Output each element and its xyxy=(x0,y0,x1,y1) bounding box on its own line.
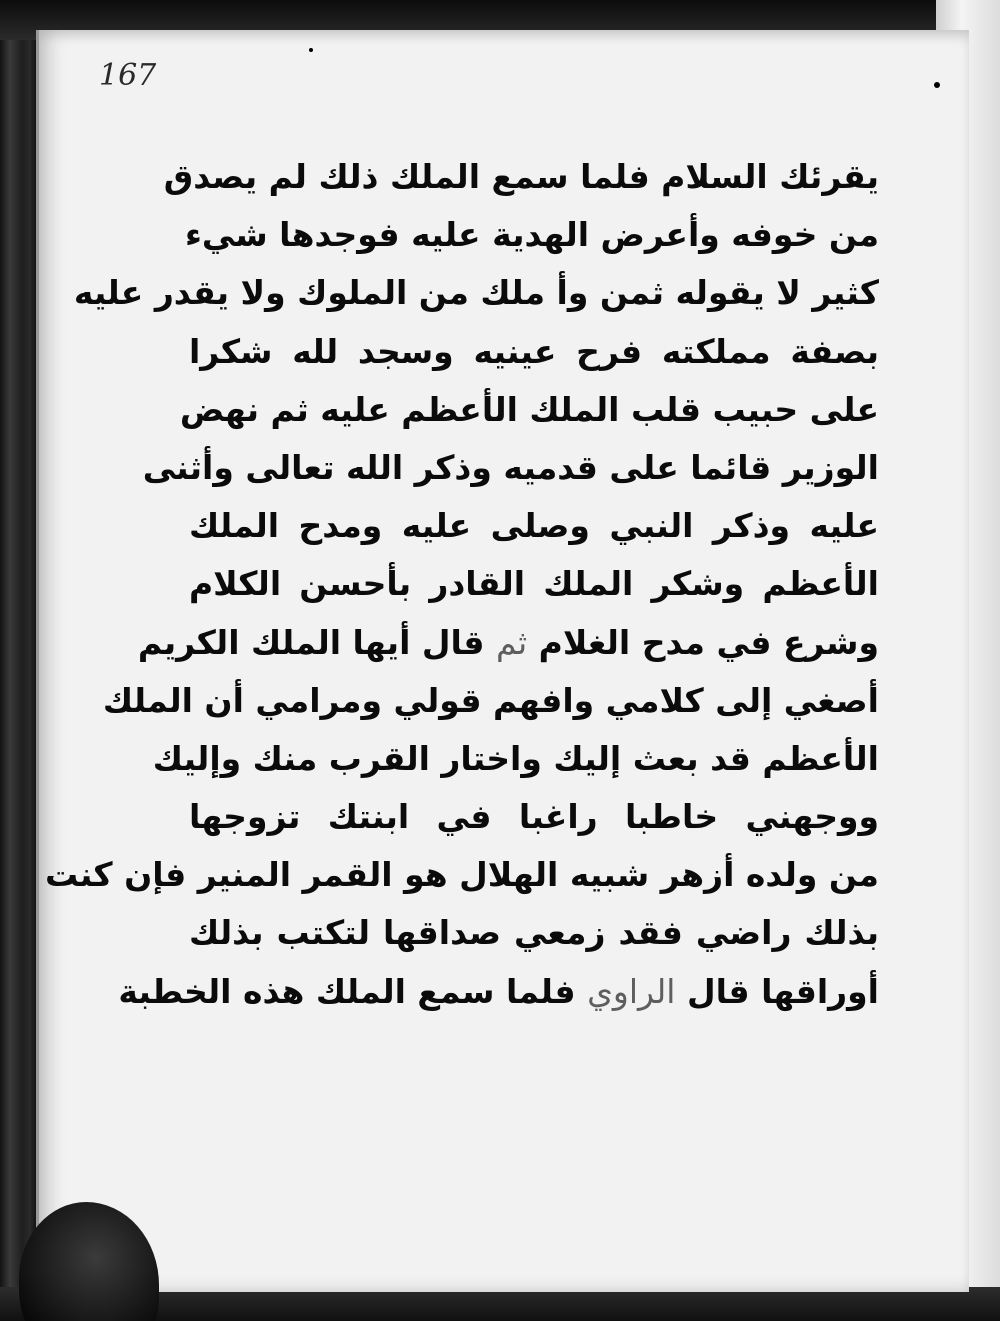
text-line-9: وشرع في مدح الغلام ثم قال أيها الملك الكريم xyxy=(137,622,879,662)
scanner-thumb xyxy=(19,1202,159,1321)
text-line-14: بذلك راضي فقد زمعي صداقها لتكتب بذلك xyxy=(189,913,879,953)
text-line-2: من خوفه وأعرض الهدية عليه فوجدها شيء xyxy=(184,215,879,255)
faded-word: الراوي xyxy=(587,971,676,1011)
text-line-6: الوزير قائما على قدميه وذكر الله تعالى وأثنى xyxy=(142,447,879,487)
text-line-3: كثير لا يقوله ثمن وأ ملك من الملوك ولا يقدر عليه xyxy=(73,273,879,313)
text-line-10: أصغي إلى كلامي وافهم قولي ومرامي أن الملك xyxy=(102,680,879,720)
ink-dot xyxy=(309,48,313,52)
manuscript-page xyxy=(36,30,969,1292)
folio-number: 167 xyxy=(99,58,157,93)
arabic-text-block xyxy=(44,148,879,1138)
text-line-13: من ولده أزهر شبيه الهلال هو القمر المنير فإن كنت xyxy=(44,855,879,895)
text-line-4: بصفة مملكته فرح عينيه وسجد لله شكرا xyxy=(189,331,879,371)
text-line-5: على حبيب قلب الملك الأعظم عليه ثم نهض xyxy=(179,389,879,429)
text-line-11: الأعظم قد بعث إليك واختار القرب منك وإليك xyxy=(152,738,879,778)
text-line-15: أوراقها قال الراوي فلما سمع الملك هذه الخطبة xyxy=(118,971,879,1011)
text-line-7: عليه وذكر النبي وصلى عليه ومدح الملك xyxy=(189,506,879,546)
ink-dot xyxy=(934,82,940,88)
text-line-1: يقرئك السلام فلما سمع الملك ذلك لم يصدق xyxy=(163,157,879,196)
text-line-8: الأعظم وشكر الملك القادر بأحسن الكلام xyxy=(189,564,879,604)
faded-word: ثم xyxy=(496,622,528,662)
text-line-12: ووجهني خاطبا راغبا في ابنتك تزوجها xyxy=(189,797,879,837)
